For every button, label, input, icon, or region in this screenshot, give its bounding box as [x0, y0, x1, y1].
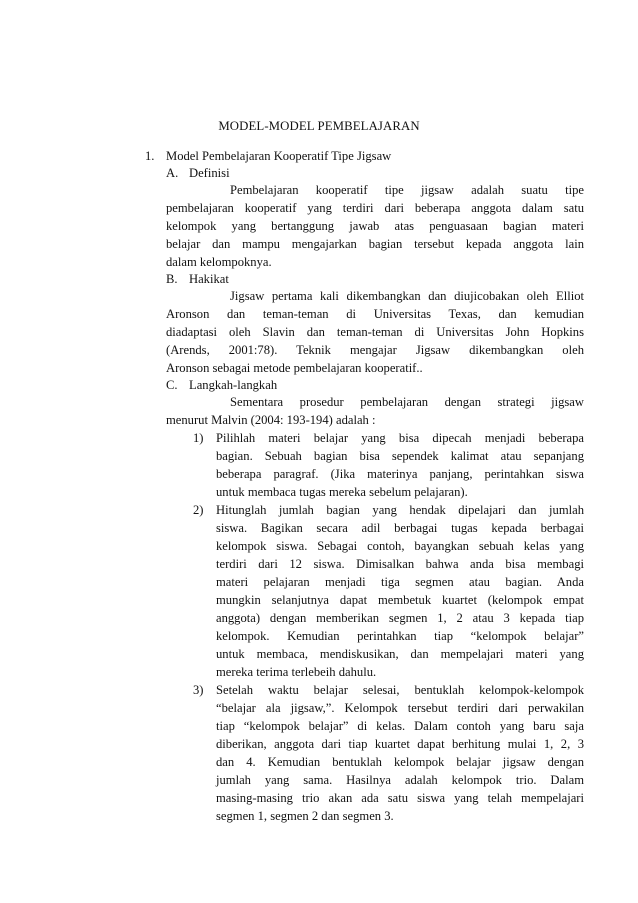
step-line: segmen 1, segmen 2 dan segmen 3. [216, 809, 394, 823]
section-heading: Model Pembelajaran Kooperatif Tipe Jigsaw [166, 149, 392, 163]
section-number: 1. [145, 149, 155, 163]
step-line: terdiri dari 12 siswa. Dimisalkan bahwa anda bisa membagi [216, 557, 584, 571]
step-line: dan 4. Kemudian bentuklah kelompok belajar jigsaw dengan [216, 755, 584, 769]
paragraph-line: dalam kelompoknya. [166, 255, 272, 269]
paragraph-line: Aronson dan teman-teman di Universitas Texas, dan kemudian [166, 307, 584, 321]
step-line: Pilihlah materi belajar yang bisa dipecah menjadi beberapa [216, 431, 584, 445]
paragraph-line: pembelajaran kooperatif yang terdiri dari beberapa anggota dalam satu [166, 201, 584, 215]
paragraph-line: Pembelajaran kooperatif tipe jigsaw adalah suatu tipe [230, 183, 584, 197]
step-line: untuk membaca, mendiskusikan, dan mempelajari materi yang [216, 647, 584, 661]
step-line: mereka terima terlebeih dahulu. [216, 665, 377, 679]
step-line: kelompok siswa. Sebagai contoh, bayangkan sebuah kelas yang [216, 539, 584, 553]
paragraph-line: menurut Malvin (2004: 193-194) adalah : [166, 413, 376, 427]
step-line: bagian. Sebuah bagian bisa sependek kalimat atau sepanjang [216, 449, 584, 463]
step-line: Hitunglah jumlah bagian yang hendak dipelajari dan jumlah [216, 503, 584, 517]
paragraph-line: (Arends, 2001:78). Teknik mengajar Jigsaw dikembangkan oleh [166, 343, 584, 357]
step-line: materi pelajaran menjadi tiga segmen atau bagian. Anda [216, 575, 584, 589]
step-line: beberapa paragraf. (Jika materinya panjang, perintahkan siswa [216, 467, 584, 481]
paragraph-line: kelompok yang bertanggung jawab atas penguasaan bagian materi [166, 219, 584, 233]
step-number: 1) [193, 431, 204, 445]
subsection-marker: C. [166, 378, 178, 392]
step-number: 2) [193, 503, 204, 517]
step-line: untuk membaca tugas mereka sebelum pelajaran). [216, 485, 468, 499]
subsection-heading: Langkah-langkah [189, 378, 278, 392]
subsection-marker: B. [166, 272, 178, 286]
paragraph-line: Aronson sebagai metode pembelajaran kooperatif.. [166, 361, 423, 375]
step-line: diberikan, anggota dari tiap kuartet dapat berhitung mulai 1, 2, 3 [216, 737, 584, 751]
page-title: MODEL-MODEL PEMBELAJARAN [218, 119, 420, 133]
subsection-heading: Hakikat [189, 272, 229, 286]
step-line: jumlah yang sama. Hasilnya adalah kelompok trio. Dalam [216, 773, 584, 787]
step-line: “belajar ala jigsaw,”. Kelompok tersebut terdiri dari perwakilan [216, 701, 584, 715]
subsection-marker: A. [166, 166, 179, 180]
paragraph-line: Sementara prosedur pembelajaran dengan strategi jigsaw [230, 395, 584, 409]
step-line: anggota) dengan memberikan segmen 1, 2 atau 3 kepada tiap [216, 611, 584, 625]
step-line: tiap “kelompok belajar” di kelas. Dalam contoh yang baru saja [216, 719, 584, 733]
step-line: masing-masing trio akan ada satu siswa yang telah mempelajari [216, 791, 584, 805]
paragraph-line: belajar dan mampu mengajarkan bagian tersebut kepada anggota lain [166, 237, 584, 251]
paragraph-line: diadaptasi oleh Slavin dan teman-teman di Universitas John Hopkins [166, 325, 584, 339]
step-line: kelompok. Kemudian perintahkan tiap “kelompok belajar” [216, 629, 584, 643]
step-line: siswa. Bagikan secara adil berbagai tugas kepada berbagai [216, 521, 584, 535]
step-line: Setelah waktu belajar selesai, bentuklah kelompok-kelompok [216, 683, 584, 697]
subsection-heading: Definisi [189, 166, 230, 180]
paragraph-line: Jigsaw pertama kali dikembangkan dan diujicobakan oleh Elliot [230, 289, 584, 303]
step-line: mungkin selanjutnya dapat membetuk kuartet (kelompok empat [216, 593, 584, 607]
step-number: 3) [193, 683, 204, 697]
